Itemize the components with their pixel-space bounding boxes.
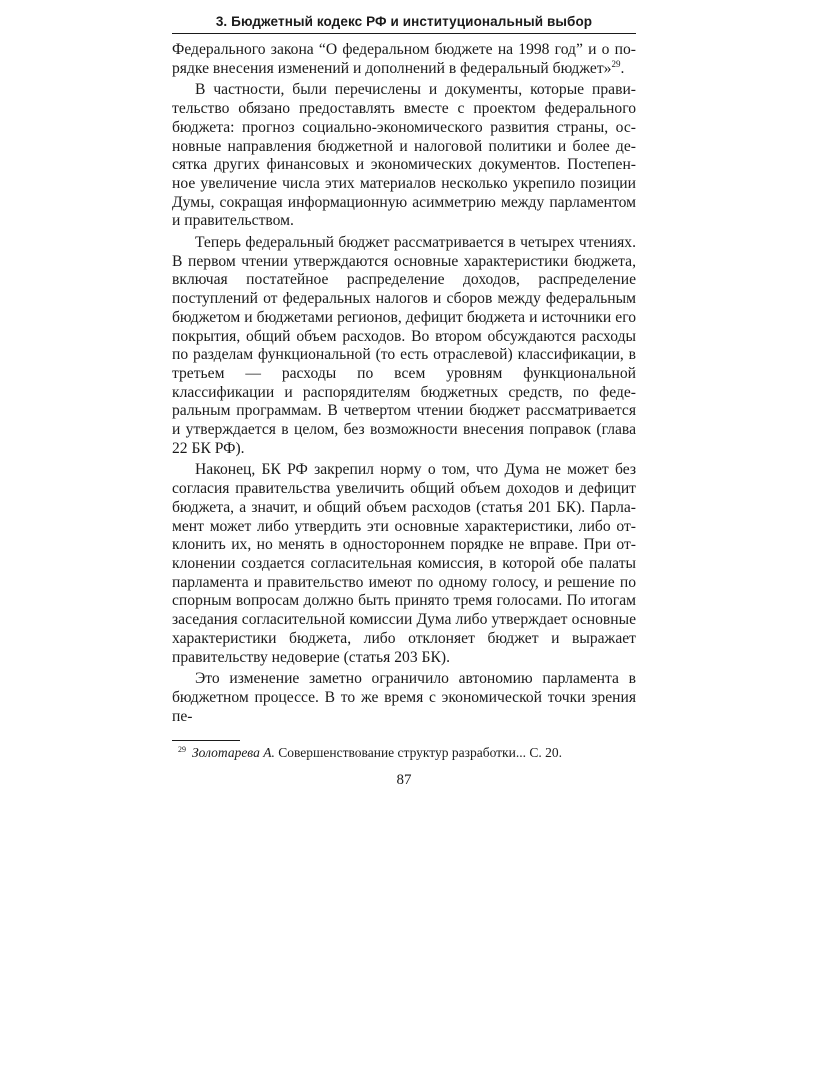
page-number: 87 xyxy=(396,772,412,789)
paragraph-3: Теперь федеральный бюджет рассматривается в четырех чтениях. В первом чтении утверждаются основные характеристики бюджета, включая постатейное распределение доходов, распределение поступлений от федеральных налогов и сборов между федеральным бюджетом и бюджетами регионов, дефицит бюджета и источники его покрытия, общий объем расходов. Во втором обсуждаются расходы по разделам функциональной (то есть отраслевой) классификации, в третьем — расходы по всем уровням функциональной классификации и распорядителям бюджетных средств, по федеральным программам. В четвертом чтении бюджет рассматривается и утверждается в целом, без возможности внесения поправок (глава 22 БК РФ). xyxy=(172,234,636,457)
footnote-reference[interactable]: 29 xyxy=(611,58,621,69)
footnote-number: 29 xyxy=(178,744,186,754)
footnote-text: Совершенствование структур разработки... С. 20. xyxy=(278,745,562,761)
paragraph-1 xyxy=(172,41,636,78)
running-head: 3. Бюджетный кодекс РФ и институциональный выбор xyxy=(172,14,636,34)
paragraph-1-tail: . xyxy=(620,59,625,77)
footnote xyxy=(172,744,636,761)
paragraph-1-text: Федерального закона “О федеральном бюджете на 1998 год” и о порядке внесения изменений и дополнений в федеральный бюджет» xyxy=(172,41,636,77)
footnote-divider xyxy=(172,740,240,741)
footnote-author: Золотарева А. xyxy=(192,745,275,761)
book-page xyxy=(172,14,636,789)
paragraph-5: Это изменение заметно ограничило автономию парламента в бюджетном процессе. В то же время с экономической точки зрения пе- xyxy=(172,670,636,725)
paragraph-4: Наконец, БК РФ закрепил норму о том, что Дума не может без согласия правительства увеличить общий объем доходов и дефицит бюджета, а значит, и общий объем расходов (статья 201 БК). Парламент может либо утвердить эти основные характеристики, либо отклонить их, но менять в одностороннем порядке не вправе. При отклонении создается согласительная комиссия, в которой обе палаты парламента и правительство имеют по одному голосу, и решение по спорным вопросам должно быть принято тремя голосами. По итогам заседания согласительной комиссии Дума либо утверждает основные характеристики бюджета, либо отклоняет бюджет и выражает правительству недоверие (статья 203 БК). xyxy=(172,461,636,666)
page-body xyxy=(172,41,636,726)
paragraph-2: В частности, были перечислены и документы, которые правительство обязано предоставлять вместе с проектом федерального бюджета: прогноз социально-экономического развития страны, основные направления бюджетной и налоговой политики и более десятка других финансовых и экономических документов. Постепенное увеличение числа этих материалов несколько укрепило позиции Думы, сокращая информационную асимметрию между парламентом и правительством. xyxy=(172,81,636,230)
